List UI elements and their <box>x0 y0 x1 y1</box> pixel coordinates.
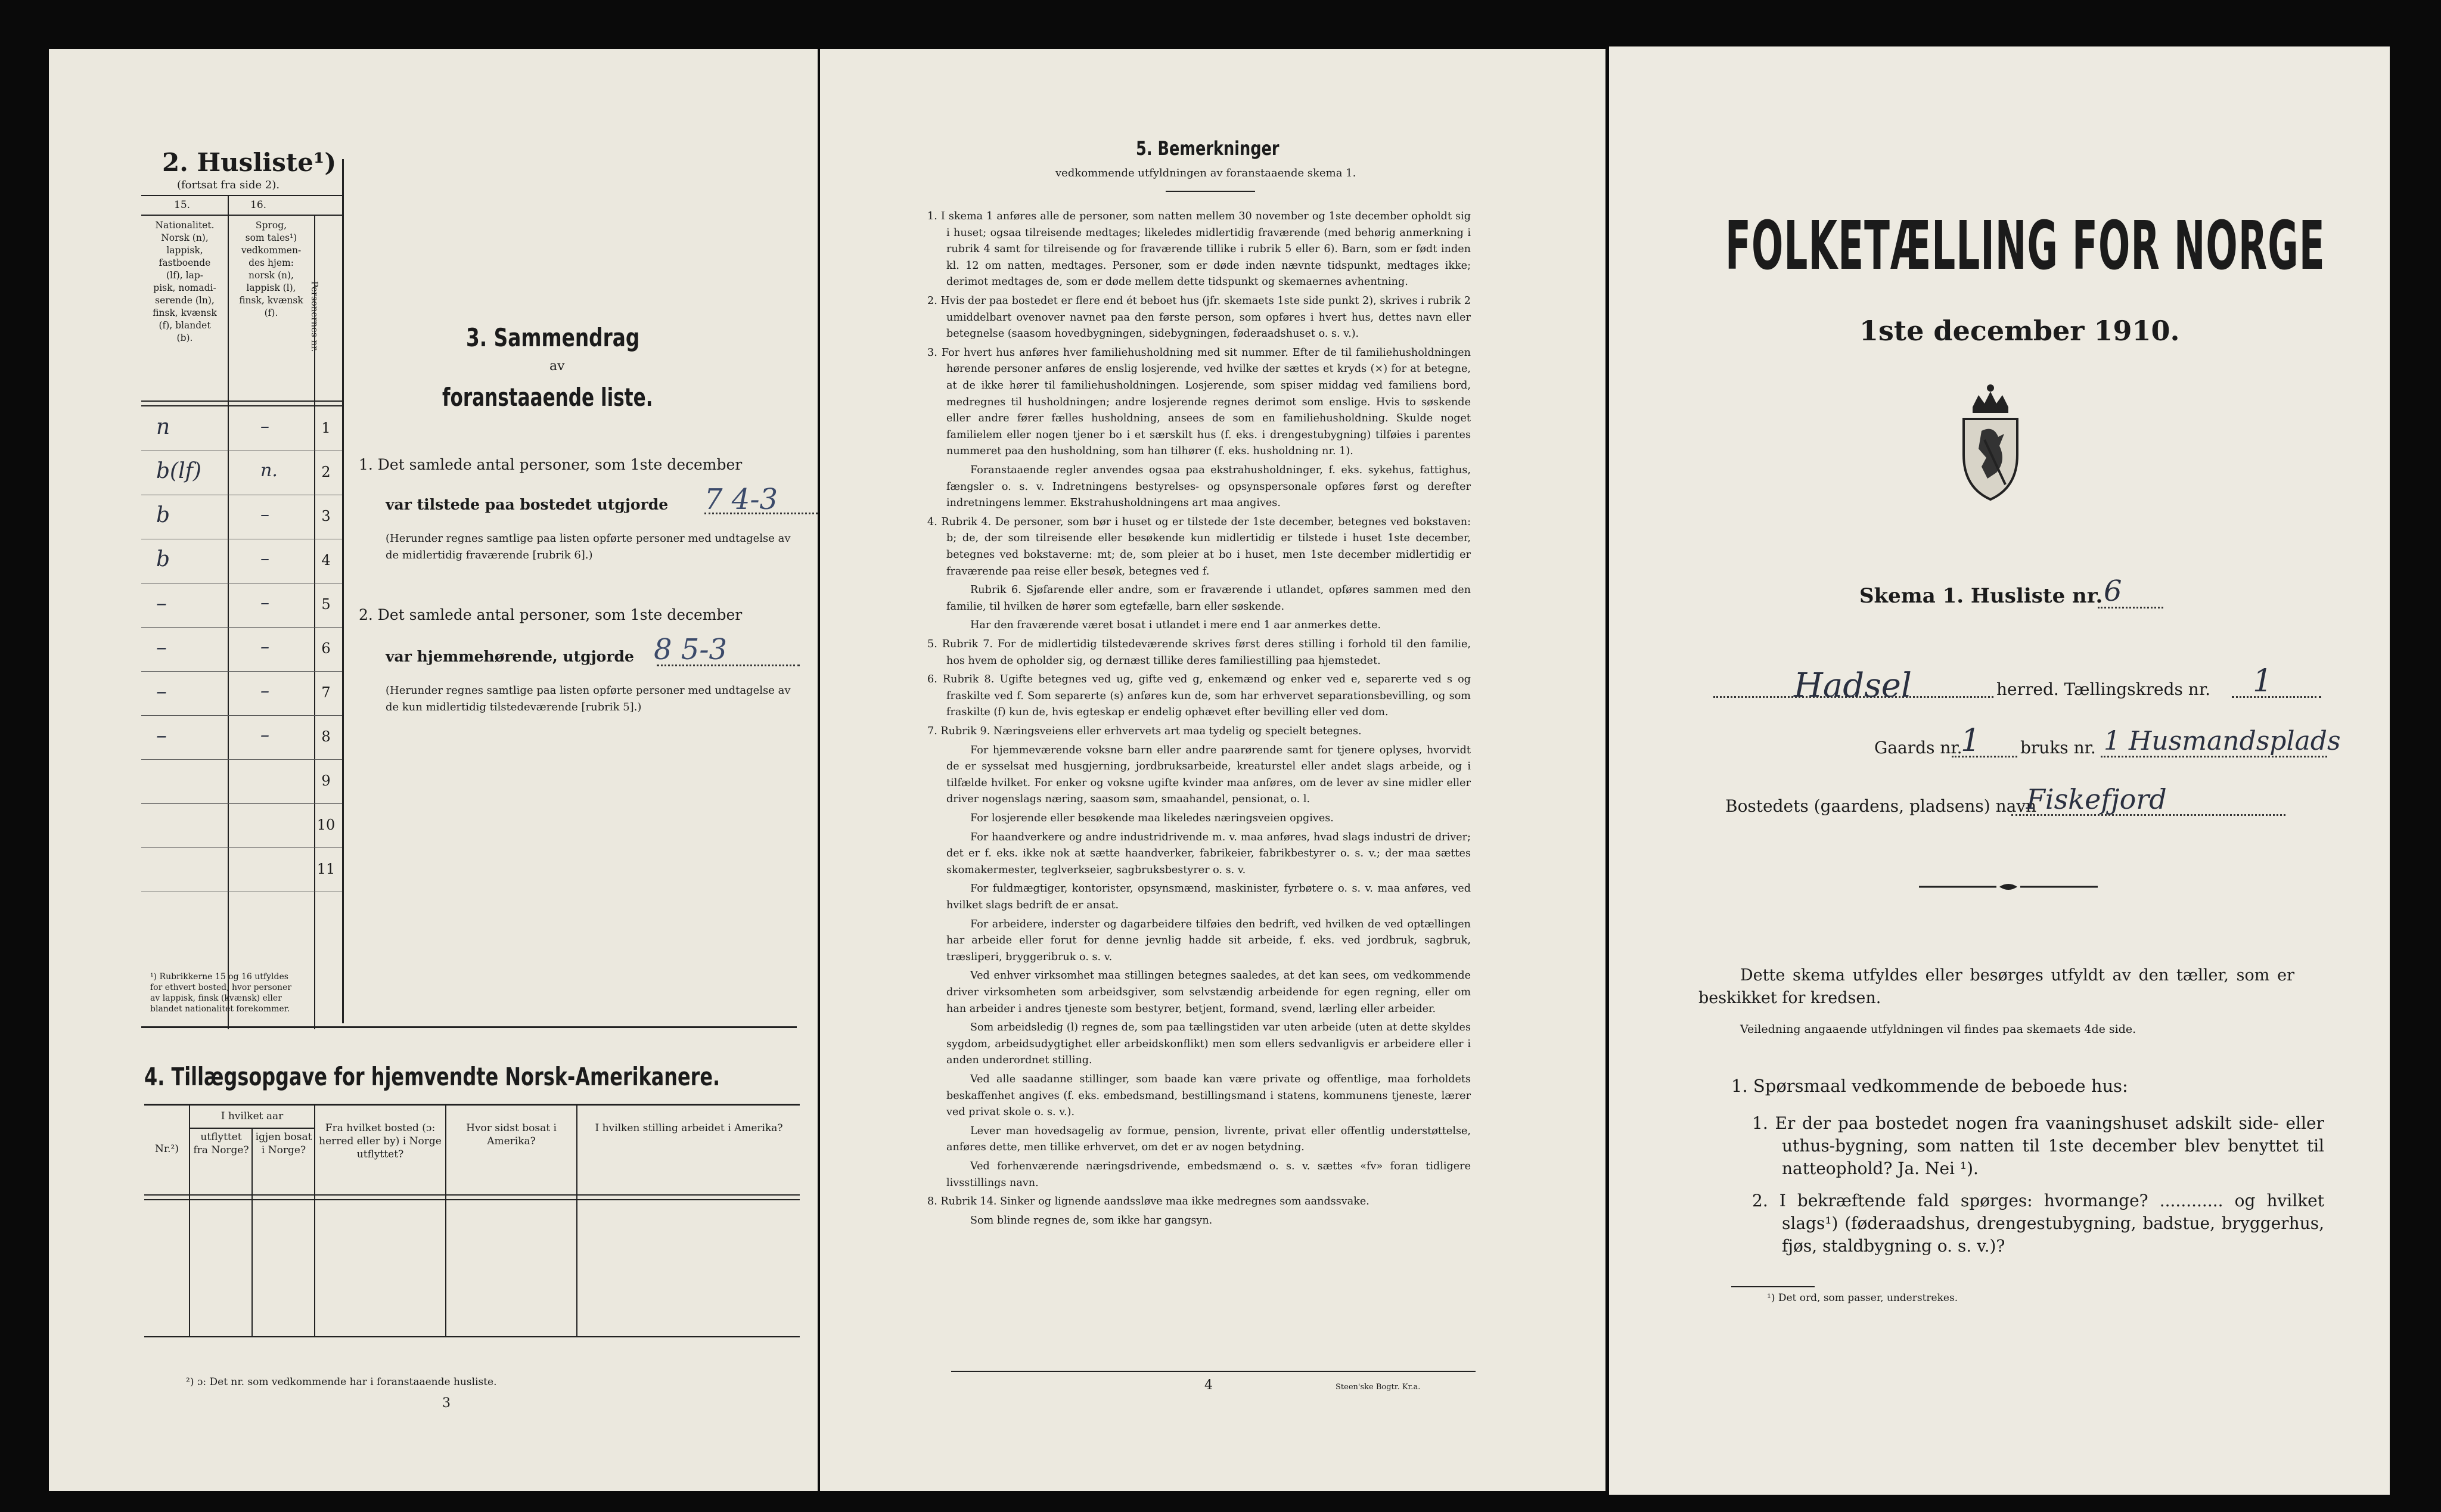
husliste-nationalitet: n <box>156 415 170 439</box>
summary-item1-note: (Herunder regnes samtlige paa listen opførte personer med undtagelse av de midlertidig fraværende [rubrik 6].) <box>386 532 791 561</box>
husliste-row-number: 6 <box>321 640 331 657</box>
remark-paragraph: 4. Rubrik 4. De personer, som bør i huset og er tilstede der 1ste december, betegnes ved bokstaven: b; de, der som tilreisende eller besøkende kun midlertidig er tilstede i huset 1ste december, betegnes ved bokstaverne: mt; de, som pleier at bo i huset, men 1ste december midlertidig er fraværende paa reise eller besøk, betegnes ved f. <box>927 516 1471 578</box>
remark-paragraph: For hjemmeværende voksne barn eller andre paarørende samt for tjenere oplyses, hvorvidt de er sysselsat med husgjerning, jordbruksarbeide, kreaturstel eller andet slags arbeide, og i tilfælde hvilket. For enker og voksne ugifte kvinder maa anføres, om de lever av sine midler eller driver nogenslags næring, saasom søm, smaahandel, pensionat, o. l. <box>946 744 1471 806</box>
remarks-title: 5. Bemerkninger <box>1136 137 1279 160</box>
husliste-row-number: 10 <box>316 816 336 833</box>
husliste-row-rule <box>141 759 342 760</box>
husliste-nr-value: 6 <box>2104 575 2122 608</box>
printer-mark: Steen'ske Bogtr. Kr.a. <box>1336 1383 1421 1392</box>
husliste-sprog: – <box>260 504 269 525</box>
remark-paragraph: For arbeidere, inderster og dagarbeidere tilføies den bedrift, ved hvilken de ved optællingen har arbeide eller forut for denne jevnlig hadde sit arbeide, f. eks. ved jordbruk, sagbruk, træsliperi, bryggeribruk o. s. v. <box>946 918 1471 963</box>
page3-footnote: ¹) Det ord, som passer, understrekes. <box>1767 1292 1958 1304</box>
summary-item2-label: var hjemmehørende, utgjorde <box>386 648 634 665</box>
remark-paragraph: For fuldmægtiger, kontorister, opsynsmænd, maskinister, fyrbøtere o. s. v. maa anføres, ved hvilket slags bedrift de er ansat. <box>946 883 1471 911</box>
s4-header-nr: Nr.²) <box>155 1143 179 1155</box>
page2-number: 4 <box>1204 1378 1213 1393</box>
husliste-sprog: – <box>260 637 269 657</box>
schema-label: Skema 1. Husliste nr. <box>1859 584 2103 608</box>
s4-header-position: I hvilken stilling arbeidet i Amerika? <box>595 1122 783 1134</box>
husliste-row-number: 2 <box>321 464 331 480</box>
remark-paragraph: Ved enhver virksomhet maa stillingen betegnes saaledes, at det kan sees, om vedkommende driver virksomheten som arbeidsgiver, som selvstændig arbeidende for egen regning, eller om han arbeider i andres tjeneste som bestyrer, betjent, formand, svend, lærling eller arbeider. <box>946 970 1471 1015</box>
intro-text: Dette skema utfyldes eller besørges utfyldt av den tæller, som er beskikket for kredsen. <box>1698 966 2294 1007</box>
husliste-sprog: – <box>260 725 269 746</box>
coat-of-arms-emblem <box>1952 383 2029 502</box>
remark-paragraph: 2. Hvis der paa bostedet er flere end ét beboet hus (jfr. skemaets 1ste side punkt 2), skrives i rubrik 2 umiddelbart ovenover navnet paa den første person, som opføres i hvert hus, dettes navn eller betegnelse (saasom hovedbygningen, sidebygningen, føderaadshuset o. s. v.). <box>927 295 1471 340</box>
husliste-row-number: 7 <box>321 684 331 701</box>
gaards-label: Gaards nr. <box>1874 738 1962 757</box>
remark-paragraph: Ved alle saadanne stillinger, som baade kan være private og offentlige, maa forholdets beskaffenhet angives (f. eks. embedsmand, bestillingsmand i statens, kommunens tjeneste, lærer ved privat skole o. s. v.). <box>946 1073 1471 1119</box>
remark-paragraph: Rubrik 6. Sjøfarende eller andre, som er fraværende i utlandet, opføres sammen med den familie, til hvilken de hører som egtefælle, barn eller søskende. <box>946 584 1471 613</box>
census-date: 1ste december 1910. <box>1859 315 2180 347</box>
section3-av: av <box>549 359 565 374</box>
husliste-nationalitet: – <box>156 591 167 616</box>
section3-title: 3. Sammendrag <box>466 323 640 352</box>
husliste-sprog: – <box>260 548 269 569</box>
husliste-nationalitet: b(lf) <box>156 459 201 483</box>
bosted-value: Fiskefjord <box>2026 783 2167 815</box>
gaards-nr-value: 1 <box>1961 723 1981 759</box>
s4-header-year: I hvilket aar <box>221 1110 284 1122</box>
question-2: 2. I bekræftende fald spørges: hvormange? ............ og hvilket slags¹) (føderaadshus, drengestubygning, badstue, bryggerhus, fjøs, staldbygning o. s. v.)? <box>1752 1191 2324 1256</box>
husliste-row-number: 3 <box>321 508 331 524</box>
section2-title: 2. Husliste¹) <box>162 148 337 177</box>
husliste-sprog: – <box>260 681 269 701</box>
husliste-nationalitet: b <box>156 547 170 572</box>
remark-paragraph: For haandverkere og andre industridrivende m. v. maa anføres, hvad slags industri de driver; det er f. eks. ikke nok at sætte haandverker, fabrikeier, fabrikbestyrer o. s. v.; der maa sættes skomakermester, teglverkseier, sagbruksbestyrer o. s. v. <box>946 831 1471 876</box>
summary-item1-value: 7 4-3 <box>704 483 778 516</box>
husliste-row-rule <box>141 715 342 716</box>
husliste-row-rule <box>141 803 342 804</box>
page-left <box>49 49 818 1491</box>
col16-header: Sprog, som tales¹) vedkommen- des hjem: norsk (n), lappisk (l), finsk, kvænsk (f). <box>239 220 303 318</box>
remark-paragraph: Ved forhenværende næringsdrivende, embedsmænd o. s. v. sættes «fv» foran tidligere livsstillings navn. <box>946 1160 1471 1189</box>
questions-heading: 1. Spørsmaal vedkommende de beboede hus: <box>1731 1076 2128 1096</box>
col16-num: 16. <box>250 199 267 211</box>
col15-num: 15. <box>174 199 191 211</box>
section2-subtitle: (fortsat fra side 2). <box>177 179 280 191</box>
remark-paragraph: Har den fraværende været bosat i utlandet i mere end 1 aar anmerkes dette. <box>970 619 1381 632</box>
remark-paragraph: Som arbeidsledig (l) regnes de, som paa tællingstiden var uten arbeide (uten at dette skyldes sygdom, arbeidsudygtighet eller arbeidskonflikt) men som ellers sedvanligvis er arbeidere eller i anden underordnet stilling. <box>946 1022 1471 1067</box>
husliste-nationalitet: – <box>156 679 167 704</box>
husliste-nationalitet: – <box>156 724 167 748</box>
husliste-sprog: – <box>260 592 269 613</box>
husliste-row-number: 11 <box>316 861 336 877</box>
remarks-subtitle: vedkommende utfyldningen av foranstaaende skema 1. <box>1055 167 1356 179</box>
bruks-label: bruks nr. <box>2020 738 2096 757</box>
herred-label: herred. Tællingskreds nr. <box>1996 679 2211 699</box>
husliste-row-number: 5 <box>321 596 331 613</box>
summary-item2-note: (Herunder regnes samtlige paa listen opførte personer med undtagelse av de kun midlertidig tilstedeværende [rubrik 5].) <box>386 684 791 713</box>
husliste-nationalitet: b <box>156 503 170 527</box>
s4-header-emigrated: utflyttet fra Norge? <box>193 1131 249 1156</box>
husliste-sprog: n. <box>260 460 278 481</box>
page-right <box>1609 46 2390 1495</box>
page-middle <box>820 49 1605 1491</box>
section4-footnote: ²) ɔ: Det nr. som vedkommende har i foranstaaende husliste. <box>186 1376 497 1388</box>
husliste-row-rule <box>141 671 342 672</box>
husliste-row-rule <box>141 627 342 628</box>
husliste-row-rule <box>141 847 342 848</box>
husliste-row-number: 4 <box>321 552 331 569</box>
summary-item2-value: 8 5-3 <box>654 633 728 666</box>
col-personnr-header: Personernes nr. <box>309 281 320 352</box>
summary-item1-label: var tilstede paa bostedet utgjorde <box>386 496 669 513</box>
s4-header-from: Fra hvilket bosted (ɔ: herred eller by) i Norge utflyttet? <box>319 1122 442 1160</box>
husliste-nationalitet: – <box>156 635 167 660</box>
remark-paragraph: Som blinde regnes de, som ikke har gangsyn. <box>970 1214 1213 1227</box>
s4-header-last: Hvor sidst bosat i Amerika? <box>466 1122 557 1147</box>
summary-item1-text: 1. Det samlede antal personer, som 1ste december <box>359 456 743 473</box>
remark-paragraph: Foranstaaende regler anvendes ogsaa paa ekstrahusholdninger, f. eks. sykehus, fattighus, fængsler o. s. v. Indretningens bestyrelses- og opsynspersonale opføres først og derefter indretningens lemmer. Ekstrahusholdningens art maa angives. <box>946 464 1471 510</box>
remark-paragraph: 8. Rubrik 14. Sinker og lignende aandssløve maa ikke medregnes som aandssvake. <box>927 1196 1369 1208</box>
remark-paragraph: 1. I skema 1 anføres alle de personer, som natten mellem 30 november og 1ste december opholdt sig i huset; ogsaa tilreisende medtages; likeledes midlertidig fraværende (med behørig anmerkning i rubrik 4 samt for tilreisende og for fraværende tillike i rubrik 5 eller 6). Barn, som er født inden kl. 12 om natten, medtages. Personer, som er døde inden nævnte tidspunkt, medtages ikke; derimot medtages de, som er døde mellem dette tidspunkt og skemaernes avhentning. <box>927 210 1471 288</box>
bruks-nr-value: 1 Husmandsplads <box>2104 726 2341 756</box>
section2-right-rule <box>342 159 344 1023</box>
section4-title: 4. Tillægsopgave for hjemvendte Norsk-Amerikanere. <box>144 1062 721 1091</box>
husliste-sprog: – <box>260 416 269 437</box>
intro-note: Veiledning angaaende utfyldningen vil findes paa skemaets 4de side. <box>1740 1023 2136 1036</box>
remark-paragraph: 7. Rubrik 9. Næringsveiens eller erhvervets art maa tydelig og specielt betegnes. <box>927 725 1362 737</box>
summary-item2-text: 2. Det samlede antal personer, som 1ste december <box>359 606 743 623</box>
col15-header: Nationalitet. Norsk (n), lappisk, fastboende (lf), lap- pisk, nomadi- serende (ln), finsk, kvænsk (f), blandet (b). <box>153 220 217 343</box>
remark-paragraph: 6. Rubrik 8. Ugifte betegnes ved ug, gifte ved g, enkemænd og enker ved e, separerte ved s og fraskilte ved f. Som separerte (s) anføres kun de, som har erhvervet separationsbevilling, og som fraskilte (f) kun de, hvis egteskap er endelig ophævet efter bevilling eller ved dom. <box>927 673 1471 719</box>
husliste-row-number: 1 <box>321 420 331 436</box>
section3-subtitle: foranstaaende liste. <box>442 383 653 412</box>
bosted-label: Bostedets (gaardens, pladsens) navn <box>1725 796 2037 816</box>
kreds-nr-value: 1 <box>2253 663 2273 699</box>
remark-paragraph: 5. Rubrik 7. For de midlertidig tilstedeværende skrives først deres stilling i forhold til den familie, hos hvem de opholder sig, og dernæst tillike deres familiestilling paa hjemstedet. <box>927 638 1471 667</box>
section2-footnote: ¹) Rubrikkerne 15 og 16 utfyldes for ethvert bosted, hvor personer av lappisk, finsk (kvænsk) eller blandet nationalitet forekommer. <box>150 972 292 1014</box>
s4-header-returned: igjen bosat i Norge? <box>255 1131 312 1156</box>
page1-number: 3 <box>442 1396 451 1411</box>
census-title: FOLKETÆLLING FOR NORGE <box>1725 207 2325 285</box>
remark-paragraph: Lever man hovedsagelig av formue, pension, livrente, privat eller offentlig understøttelse, anføres dette, men tillike erhvervet, om det er av nogen betydning. <box>946 1125 1471 1154</box>
herred-value: Hadsel <box>1794 666 1912 705</box>
remark-paragraph: 3. For hvert hus anføres hver familiehusholdning med sit nummer. Efter de til familiehusholdningen hørende personer anføres de enslig losjerende, ved hvilke der sættes et kryds (×) for at betegne, at de ikke hører til familiehusholdningen. Losjerende, som spiser middag ved familiens bord, medregnes til husholdningen; andre losjerende regnes derimot som enslige. Hvis to søskende eller andre fører fælles husholdning, ansees de som en familiehusholdning. Skulde noget familielem eller nogen tjener bo i et særskilt hus (f. eks. i drengestubygning) tilføies i parentes nummeret paa den husholdning, som han tilhører (f. eks. husholdning nr. 1). <box>927 346 1471 458</box>
question-1: 1. Er der paa bostedet nogen fra vaaningshuset adskilt side- eller uthus-bygning, som natten til 1ste december blev benyttet til natteophold? Ja. Nei ¹). <box>1752 1113 2324 1178</box>
ornament-divider <box>1919 881 2098 893</box>
husliste-row-number: 8 <box>321 728 331 745</box>
remark-paragraph: For losjerende eller besøkende maa likeledes næringsveien opgives. <box>970 812 1334 824</box>
husliste-row-number: 9 <box>321 772 331 789</box>
